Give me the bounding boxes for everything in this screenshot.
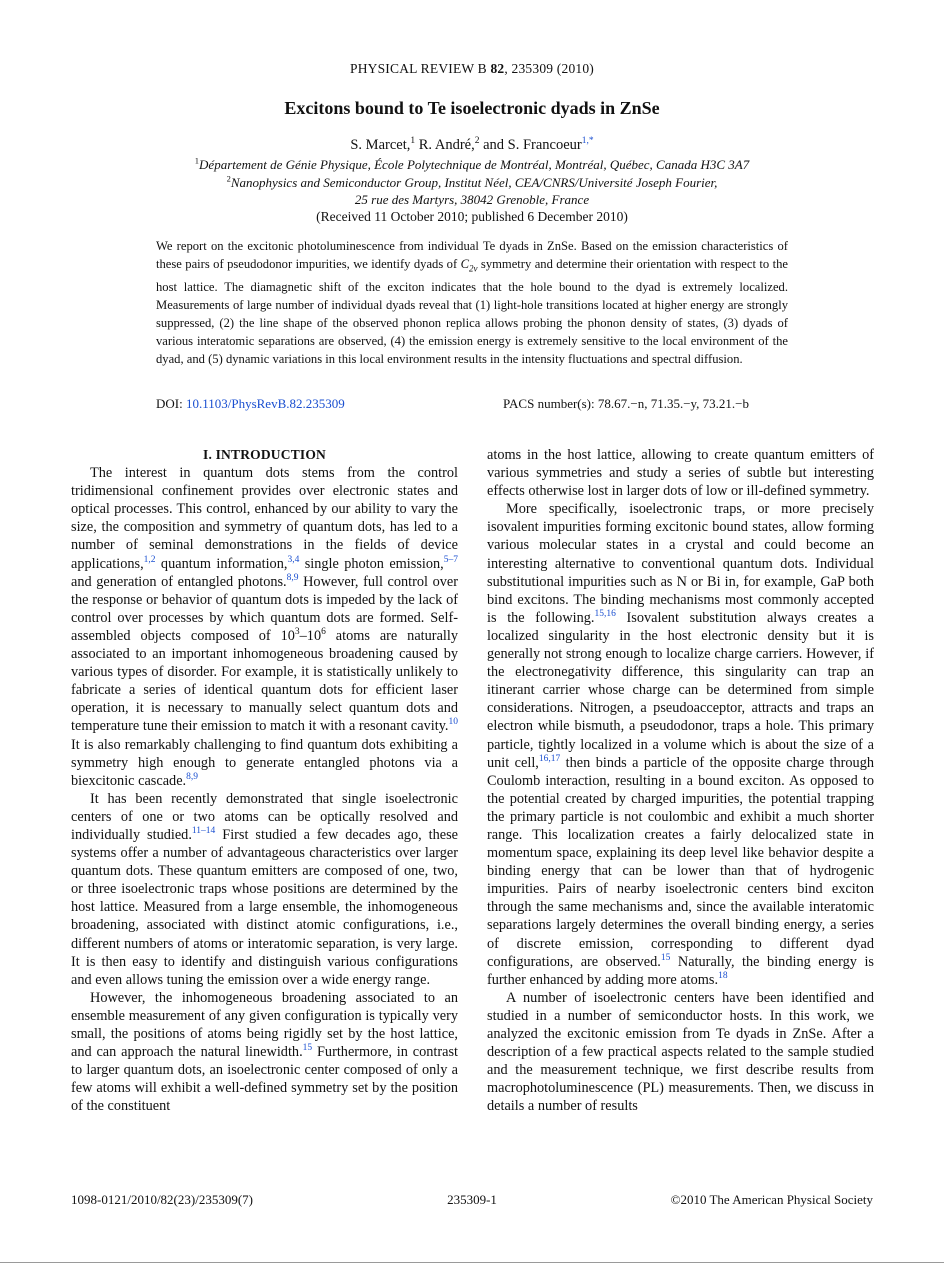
symmetry-symbol: C bbox=[460, 257, 469, 272]
footer-page-number: 235309-1 bbox=[447, 1192, 497, 1207]
author-list bbox=[0, 137, 944, 154]
page-bottom-rule bbox=[0, 1262, 944, 1263]
doi-link[interactable]: 10.1103/PhysRevB.82.235309 bbox=[185, 396, 345, 411]
citation-link[interactable]: 15 bbox=[660, 952, 671, 963]
corresponding-author-link[interactable]: 1,* bbox=[581, 136, 594, 147]
section-heading: I. INTRODUCTION bbox=[202, 447, 327, 462]
doi: DOI: 10.1103/PhysRevB.82.235309 bbox=[156, 396, 345, 411]
author-affil-sup: 1 bbox=[410, 136, 416, 147]
abstract: We report on the excitonic photoluminescence from individual Te dyads in ZnSe. Based on the emission characteristics of these pairs of pseudodonor impurities, we identify dyads of $C_{2v}$ symmetry and determine their orientation with respect to the host lattice. The diamagnetic shift of the exciton indicates that the hole bound to the dyad is extremely localized. Measurements of large number of individual dyads reveal that (1) light-hole transitions located at higher energy are strongly suppressed, (2) the line shape of the observed phonon replica allows probing the phonon density of states, (3) dyads of various interatomic separations are observed, (4) the emission energy is extremely sensitive to the local environment of the dyad, and (5) dynamic variations in this local environment results in the intensity fluctuations and spectral diffusion. bbox=[156, 239, 788, 367]
citation-link[interactable]: 8,9 bbox=[186, 771, 198, 782]
citation-link[interactable]: 1,2 bbox=[143, 554, 156, 565]
paragraph: It has been recently demonstrated that single isoelectronic centers of one or two atoms can be optically resolved and individually studied.$^{11-14}$ First studied a few decades ago, these systems offer a number of advantageous characteristics over larger quantum dots. These quantum emitters are composed of one, two, or three isoelectronic traps whose positions are determined by the host lattice. Measured from a large ensemble, the inhomogeneous broadening, associated with distinct atomic configurations, i.e., different numbers of atoms or interatomic separation, is very large. It is then easy to identify and distinguish various configurations and even allows tuning the emission over a wide energy range. bbox=[71, 790, 458, 988]
journal-header: PHYSICAL REVIEW B 82, 235309 (2010) bbox=[349, 61, 594, 76]
pacs-numbers: PACS number(s): 78.67.−n, 71.35.−y, 73.21.−b bbox=[503, 396, 750, 411]
received-dates: (Received 11 October 2010; published 6 December 2010) bbox=[316, 209, 628, 224]
affiliation-2-address: 25 rue des Martyrs, 38042 Grenoble, France bbox=[354, 192, 590, 207]
citation-link[interactable]: 16,17 bbox=[538, 753, 561, 764]
author-affil-sup: 2 bbox=[474, 136, 480, 147]
citation-link[interactable]: 8,9 bbox=[286, 572, 299, 583]
citation-link[interactable]: 15,16 bbox=[594, 609, 616, 620]
journal-citation: , 235309 (2010) bbox=[504, 61, 594, 76]
paragraph: A number of isoelectronic centers have been identified and studied in a number of semiconductor hosts. In this work, we analyzed the excitonic emission from Te dyads in ZnSe. After a description of a few practical aspects related to the sample studied and the measurement technique, we first describe results from macrophotoluminescence (PL) measurements. Then, we discuss in details a number of results bbox=[487, 989, 874, 1115]
author-name: S. Marcet, bbox=[350, 137, 411, 153]
paragraph: The interest in quantum dots stems from the control tridimensional confinement provides over electronic states and optical processes. This control, enhanced by our ability to vary the size, the composition and symmetry of quantum dots, has led to a number of seminal demonstrations in the fields of device applications,$^{1,2}$ quantum information,$^{3,4}$ single photon emission,$^{5-7}$ and generation of entangled photons.$^{8,9}$ However, full control over the response or behavior of quantum dots is impeded by the lack of control over processes by which quantum dots are formed. Self-assembled objects composed of $10^3-10^6$ atoms are naturally associated to an important inhomogeneous broadening caused by various types of disorder. For example, it is statistically unlikely to fabricate a series of identical quantum dots for efficient laser operation, it is necessary to manually select quantum dots and temperature tune their emission to match it with a resonant cavity.$^{10}$ It is also remarkably challenging to find quantum dots exhibiting a symmetry high enough to generate entangled photons via a biexcitonic cascade.$^{8,9}$ bbox=[71, 465, 459, 789]
paper-title: Excitons bound to Te isoelectronic dyads in ZnSe bbox=[284, 98, 660, 118]
citation-link[interactable]: 18 bbox=[718, 970, 728, 981]
author-name: R. André, bbox=[415, 137, 475, 153]
citation-link[interactable]: 10 bbox=[448, 717, 458, 728]
right-column bbox=[487, 446, 874, 1115]
citation-link[interactable]: 5–7 bbox=[443, 554, 458, 565]
footer-copyright: ©2010 The American Physical Society bbox=[670, 1192, 873, 1207]
footer-issn: 1098-0121/2010/82(23)/235309(7) bbox=[71, 1192, 253, 1207]
left-column bbox=[71, 446, 458, 1115]
journal-volume: 82 bbox=[490, 61, 505, 76]
citation-link[interactable]: 11–14 bbox=[191, 826, 216, 837]
affiliation-2: $^2$Nanophysics and Semiconductor Group, Institut Néel, CEA/CNRS/Université Joseph Fourier, bbox=[226, 173, 718, 190]
paragraph: However, the inhomogeneous broadening associated to an ensemble measurement of any given configuration is typically very small, the positions of atoms being rigidly set by the host lattice, and can approach the natural linewidth.$^{15}$ Furthermore, in contrast to larger quantum dots, an isoelectronic center composed of only a few atoms will exhibit a well-defined symmetry set by the position of the constituent bbox=[71, 989, 458, 1115]
exponent: 6 bbox=[321, 627, 326, 638]
exponent: 3 bbox=[294, 627, 300, 638]
paragraph: More specifically, isoelectronic traps, or more precisely isovalent impurities forming excitonic bound states, allow forming various molecular states in a crystal and could become an interesting alternative to conventional quantum dots. Individual substitutional impurities such as N or Bi in, for example, GaP both bind excitons. The binding mechanisms most commonly accepted is the following.$^{15,16}$ Isovalent substitution always creates a localized singularity in the host electronic density but it is generally not strong enough to localize charge carriers. However, if the electronegativity difference, this singularity can trap an itinerant carrier whose charge can be determined from simple considerations. Nitrogen, a pseudoacceptor, attracts and traps an electron while bismuth, a pseudodonor, traps a hole. This primary particle, tightly localized in a volume which is about the size of a unit cell,$^{16,17}$ then binds a particle of the opposite charge through Coulomb interaction, resulting in a bound exciton. As opposed to the potential created by charged impurities, the potential trapping the primary particle is not coulombic and exhibit a much shorter range. This localization creates a fairly delocalized state in momentum space, explaining its deep level like behavior despite a binding energy that can be lower than that of hydrogenic impurities. Pairs of nearby isoelectronic centers bind exciton through the same mechanisms and, since the available interatomic separations largely determines the overall binding energy, a series of discrete emission, corresponding to different dyad configurations, are observed.$^{15}$ Naturally, the binding energy is further enhanced by adding more atoms.$^{18}$ bbox=[487, 501, 874, 988]
paragraph: atoms in the host lattice, allowing to create quantum emitters of various symmetries and study a series of subtle but interesting effects otherwise lost in larger dots of low or ill-defined symmetry. bbox=[487, 447, 874, 500]
citation-link[interactable]: 15 bbox=[302, 1043, 313, 1054]
affiliation-1: $^1$Département de Génie Physique, École Polytechnique de Montréal, Montréal, Québec, Canada H3C 3A7 bbox=[194, 155, 750, 172]
author-name: and S. Francoeur bbox=[479, 137, 582, 153]
citation-link[interactable]: 3,4 bbox=[287, 554, 300, 565]
